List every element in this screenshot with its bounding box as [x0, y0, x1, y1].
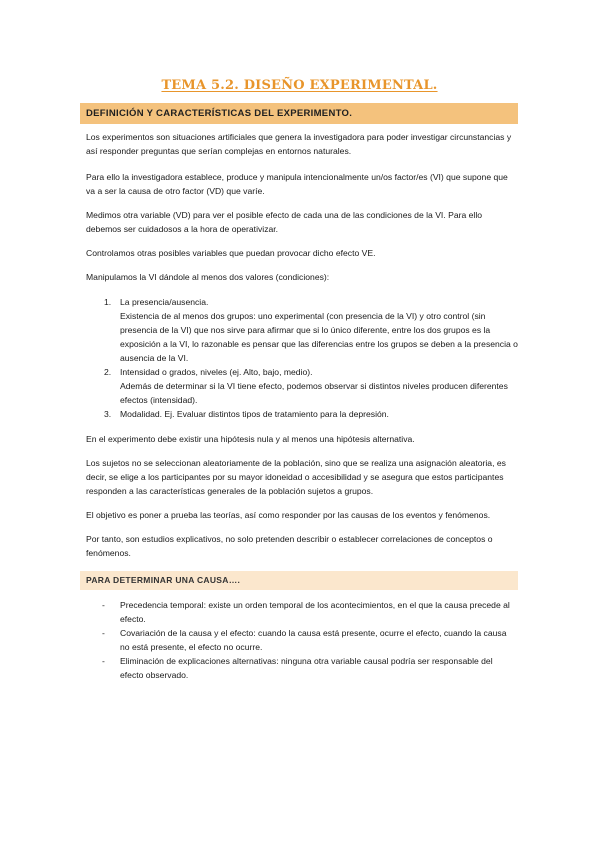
- paragraph-8: El objetivo es poner a prueba las teorías, así como responder por las causas de los eventos y fenómenos.: [86, 510, 491, 520]
- paragraph-2: Para ello la investigadora establece, produce y manipula intencionalmente un/os factor/es (VI) que supone que va a ser la causa de otro factor (VD) que varíe.: [86, 172, 508, 196]
- list-dash: -: [102, 600, 105, 610]
- list-item-text: Eliminación de explicaciones alternativas: ninguna otra variable causal podría ser responsable del efecto observado.: [120, 656, 493, 680]
- paragraph-3: Medimos otra variable (VD) para ver el posible efecto de cada una de las condiciones de la VI. Para ello debemos ser cuidadosos a la hora de operativizar.: [86, 210, 483, 234]
- paragraph-5: Manipulamos la VI dándole al menos dos valores (condiciones):: [86, 272, 330, 282]
- condition-list: [86, 295, 518, 421]
- list-number: 2.: [104, 367, 112, 377]
- paragraph-6: En el experimento debe existir una hipótesis nula y al menos una hipótesis alternativa.: [86, 434, 415, 444]
- paragraph-4: Controlamos otras posibles variables que puedan provocar dicho efecto VE.: [86, 248, 376, 258]
- page-title: TEMA 5.2. DISEÑO EXPERIMENTAL.: [161, 78, 438, 93]
- list-item-label: Intensidad o grados, niveles (ej. Alto, bajo, medio).: [120, 367, 313, 377]
- list-item: [86, 365, 518, 407]
- list-item-description: Existencia de al menos dos grupos: uno experimental (con presencia de la VI) y otro control (sin presencia de la VI) que nos sirve para afirmar que si lo único diferente, entre los dos grupos es la exposición a la VI, lo razonable es pensar que las diferencias entre los grupos se deben a la presencia o ausencia de la VI.: [120, 311, 518, 363]
- paragraph-9: Por tanto, son estudios explicativos, no solo pretenden describir o establecer correlaciones de conceptos o fenómenos.: [86, 534, 493, 558]
- list-dash: -: [102, 628, 105, 638]
- section-heading-causa: PARA DETERMINAR UNA CAUSA….: [80, 571, 518, 590]
- list-number: 3.: [104, 409, 112, 419]
- list-item: [86, 626, 518, 654]
- list-number: 1.: [104, 297, 112, 307]
- paragraph-7: Los sujetos no se seleccionan aleatoriamente de la población, sino que se realiza una asignación aleatoria, es decir, se elige a los participantes por su mayor idoneidad o accesibilidad y se asegura que estos participantes responden a las características generales de la población sujetos a grupos.: [86, 458, 506, 496]
- section-heading-definition: DEFINICIÓN Y CARACTERÍSTICAS DEL EXPERIMENTO.: [80, 103, 518, 124]
- paragraph-1: Los experimentos son situaciones artificiales que genera la investigadora para poder investigar circunstancias y así responder preguntas que serían complejas en entornos naturales.: [86, 132, 512, 156]
- list-item: [86, 598, 518, 626]
- list-item-label: Modalidad. Ej. Evaluar distintos tipos de tratamiento para la depresión.: [120, 409, 389, 419]
- list-item: [86, 407, 518, 421]
- list-item-text: Covariación de la causa y el efecto: cuando la causa está presente, ocurre el efecto, cuando la causa no está presente, el efecto no ocurre.: [120, 628, 507, 652]
- list-item-text: Precedencia temporal: existe un orden temporal de los acontecimientos, en el que la causa precede al efecto.: [120, 600, 510, 624]
- list-dash: -: [102, 656, 105, 666]
- list-item: [86, 654, 518, 682]
- list-item-label: La presencia/ausencia.: [120, 297, 209, 307]
- list-item: [86, 295, 518, 365]
- causa-list: [86, 598, 518, 682]
- list-item-description: Además de determinar si la VI tiene efecto, podemos observar si distintos niveles producen diferentes efectos (intensidad).: [120, 381, 508, 405]
